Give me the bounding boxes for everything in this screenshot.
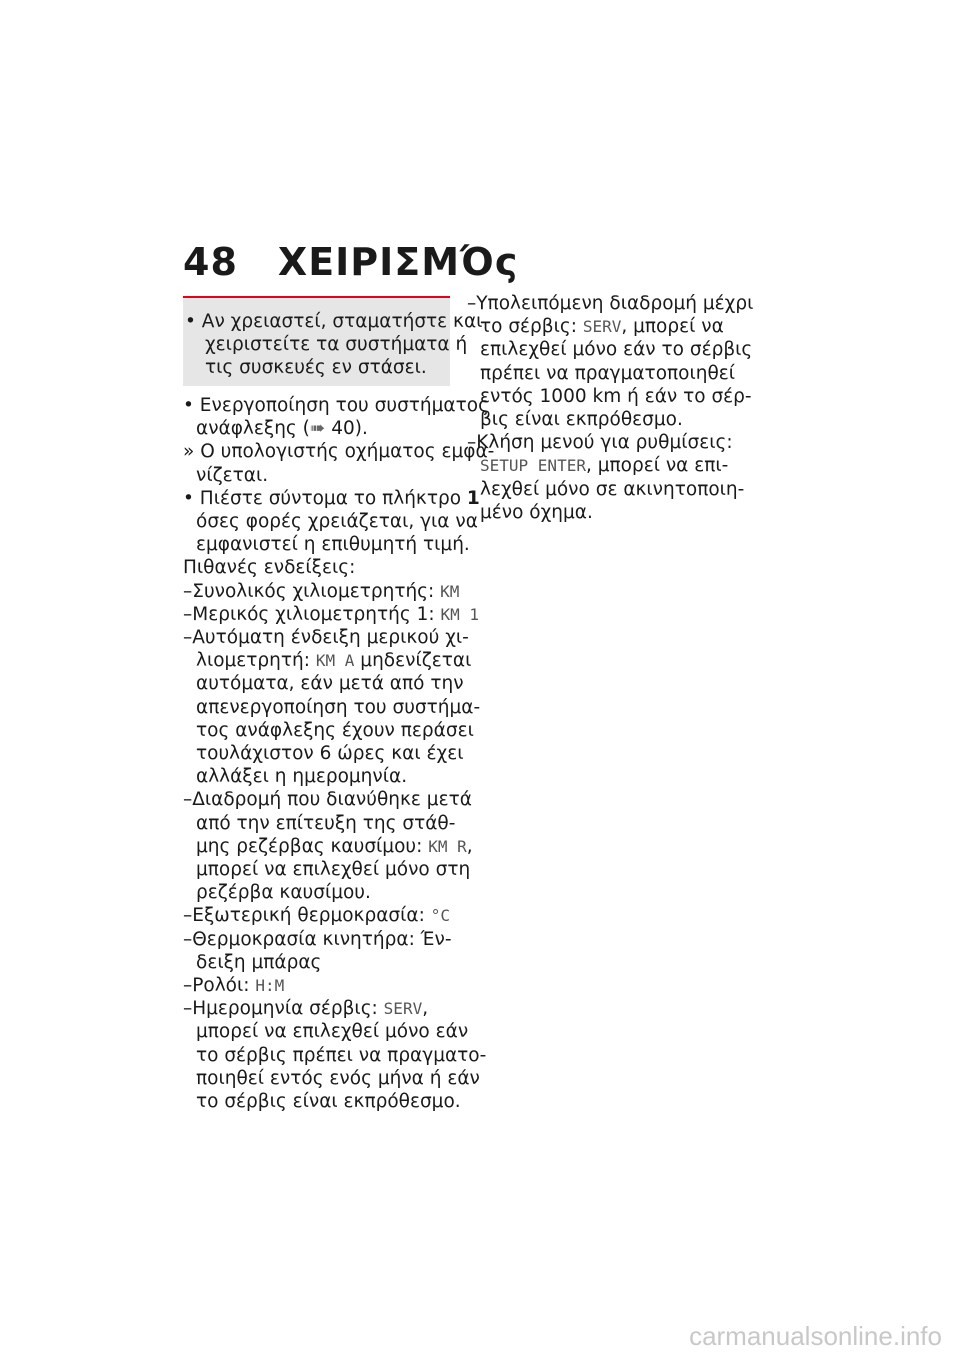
page-reference-arrow-icon: ➠ (309, 418, 326, 440)
display-code: KM 1 (440, 604, 480, 624)
page-number: 48 (183, 240, 238, 284)
display-code: KM (440, 581, 460, 601)
text-line (183, 487, 480, 510)
text-line: δειξη μπάρας (196, 951, 322, 973)
text-line: τουλάχιστον 6 ώρες και έχει (196, 743, 464, 765)
text-line: από την επίτευξη της στάθ- (196, 812, 456, 834)
button-key-label: 1 (466, 487, 480, 509)
display-code: SERV (582, 317, 622, 337)
text-line (183, 603, 480, 626)
note-text (185, 310, 483, 380)
text-line (183, 649, 472, 672)
text-span: –Συνολικός χιλιομετρητής: (183, 580, 441, 602)
text-span: –Ρολόι: (183, 975, 256, 997)
text-span: το σέρβις: (480, 316, 583, 338)
text-line: τος ανάφλεξης έχουν περάσει (196, 719, 474, 741)
text-line: νίζεται. (196, 464, 269, 486)
text-line (183, 974, 453, 997)
text-line: –Κλήση μενού για ρυθμίσεις: (467, 432, 733, 454)
display-code: SERV (383, 999, 423, 1019)
text-line: βις είναι εκπρόθεσμο. (480, 409, 683, 431)
note-line: τις συσκευές εν στάσει. (205, 357, 427, 379)
display-code: °C (430, 906, 450, 926)
text-line: μένο όχημα. (480, 501, 593, 523)
text-span: 40). (325, 418, 368, 440)
note-line: • Αν χρειαστεί, σταματήστε και (185, 311, 483, 332)
display-code: KM R (428, 836, 467, 856)
note-line: χειριστείτε τα συστήματα ή (205, 334, 468, 356)
text-span: –Εξωτερική θερμοκρασία: (183, 905, 431, 927)
right-column (467, 292, 754, 524)
text-span: , (466, 835, 473, 857)
text-line (467, 315, 737, 338)
chapter-title: ΧΕΙΡΙΣΜΌς (277, 240, 519, 284)
text-line: εντός 1000 km ή εάν το σέρ- (480, 385, 752, 407)
text-line: αυτόματα, εάν μετά από την (196, 673, 464, 695)
text-span: λιομετρητή: (196, 650, 316, 672)
text-line: λεχθεί μόνο σε ακινητοποιη- (480, 478, 745, 500)
text-span: • Πιέστε σύντομα το πλήκτρο (183, 487, 467, 509)
text-span: , μπορεί να επι- (585, 455, 729, 477)
text-line (183, 580, 460, 603)
text-line: –Θερμοκρασία κινητήρα: Έν- (183, 928, 452, 950)
text-line: –Υπολειπόμενη διαδρομή μέχρι (467, 293, 754, 314)
text-line: επιλεχθεί μόνο εάν το σέρβις (480, 339, 753, 361)
text-line (183, 997, 453, 1020)
page-header (183, 240, 518, 284)
text-span: , μπορεί να (621, 316, 724, 338)
watermark-link[interactable]: carmanualsonline.info (689, 1321, 942, 1351)
text-line: το σέρβις πρέπει να πραγματο- (196, 1044, 487, 1066)
text-line: Πιθανές ενδείξεις: (183, 557, 356, 579)
note-box-top-rule (183, 296, 450, 298)
text-line: πρέπει να πραγματοποιηθεί (480, 362, 736, 384)
display-code: H:M (255, 976, 285, 996)
text-line (183, 835, 473, 858)
text-line: το σέρβις είναι εκπρόθεσμο. (196, 1091, 461, 1113)
text-line: εμφανιστεί η επιθυμητή τιμή. (196, 534, 470, 556)
text-line: ποιηθεί εντός ενός μήνα ή εάν (196, 1067, 480, 1089)
text-line: μπορεί να επιλεχθεί μόνο εάν (196, 1021, 469, 1043)
text-span: , (422, 998, 429, 1020)
text-span: μηδενίζεται (354, 650, 472, 672)
display-code: KM A (315, 651, 355, 671)
text-line: ρεζέρβα καυσίμου. (196, 882, 371, 904)
text-line: αλλάξει η ημερομηνία. (196, 766, 408, 788)
text-line: μπορεί να επιλεχθεί μόνο στη (196, 859, 471, 881)
text-line (467, 454, 737, 477)
text-line (183, 417, 453, 440)
text-line: » Ο υπολογιστής οχήματος εμφα- (183, 441, 495, 463)
text-line: απενεργοποίηση του συστήμα- (196, 696, 481, 718)
display-code: SETUP ENTER (480, 456, 586, 476)
text-line: όσες φορές χρειάζεται, για να (196, 511, 478, 533)
text-line: –Αυτόματη ένδειξη μερικού χι- (183, 627, 469, 649)
text-span: –Ημερομηνία σέρβις: (183, 998, 384, 1020)
text-line: –Διαδρομή που διανύθηκε μετά (183, 789, 472, 811)
text-span: μης ρεζέρβας καυσίμου: (196, 835, 429, 857)
text-line: • Ενεργοποίηση του συστήματος (183, 395, 489, 416)
text-span: ανάφλεξης ( (196, 418, 310, 440)
left-column (183, 394, 495, 1113)
text-span: –Μερικός χιλιομετρητής 1: (183, 603, 441, 625)
text-line (183, 904, 453, 927)
